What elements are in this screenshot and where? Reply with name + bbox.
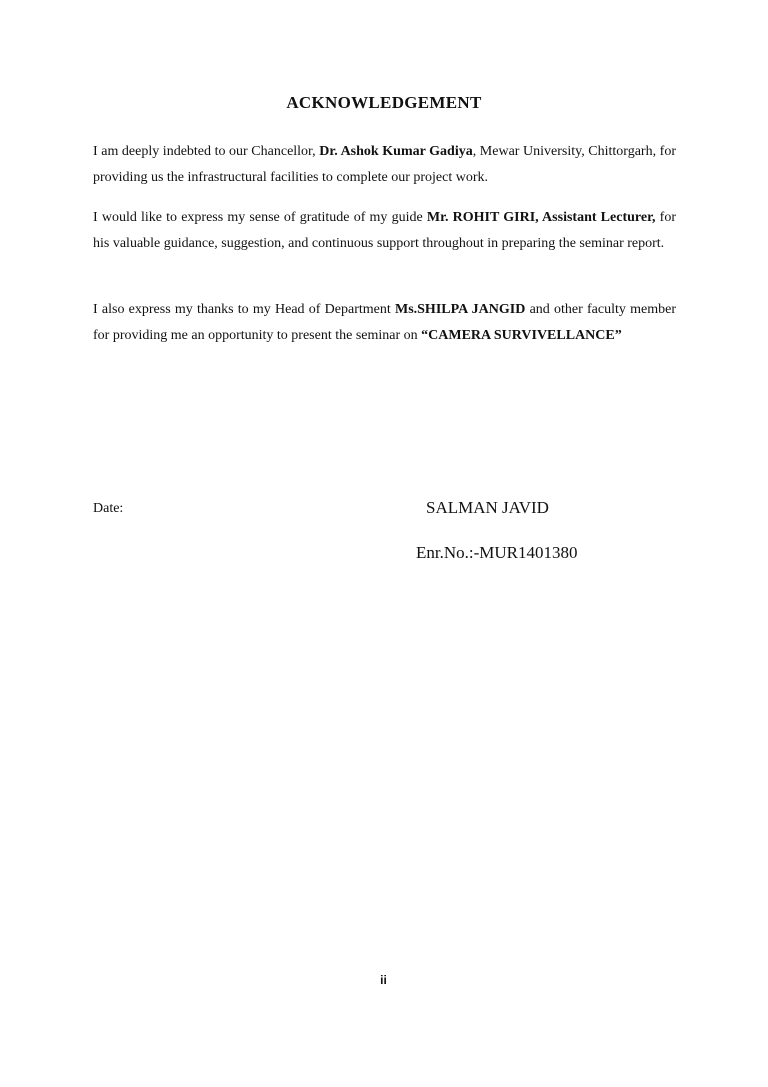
paragraph-text: and other faculty member for providing me an opportunity to present the seminar on <box>93 302 676 343</box>
date-label: Date: <box>93 501 124 516</box>
paragraph-text: , Mewar University, Chittorgarh, for providing us the infrastructural facilities to complete our project work. <box>93 144 676 185</box>
paragraph-text: I also express my thanks to my Head of Department <box>93 302 395 317</box>
page-number: ii <box>380 973 387 987</box>
seminar-title: “CAMERA SURVIVELLANCE” <box>421 328 622 343</box>
enrollment-number: Enr.No.:-MUR1401380 <box>416 543 578 562</box>
page-title: ACKNOWLEDGEMENT <box>286 93 482 112</box>
guide-name: Mr. ROHIT GIRI, Assistant Lecturer, <box>426 210 656 225</box>
paragraph-text: I would like to express my sense of gratitude of my guide <box>93 210 427 225</box>
hod-name: Ms.SHILPA JANGID <box>394 302 526 317</box>
paragraph-hod <box>93 297 676 349</box>
chancellor-name: Dr. Ashok Kumar Gadiya <box>319 144 473 159</box>
paragraph-text: I am deeply indebted to our Chancellor, <box>93 144 320 159</box>
paragraph-guide <box>93 205 676 257</box>
paragraph-text: for his valuable guidance, suggestion, and continuous support throughout in preparing the seminar report. <box>93 210 676 251</box>
student-name: SALMAN JAVID <box>426 498 549 517</box>
paragraph-chancellor <box>93 139 676 191</box>
